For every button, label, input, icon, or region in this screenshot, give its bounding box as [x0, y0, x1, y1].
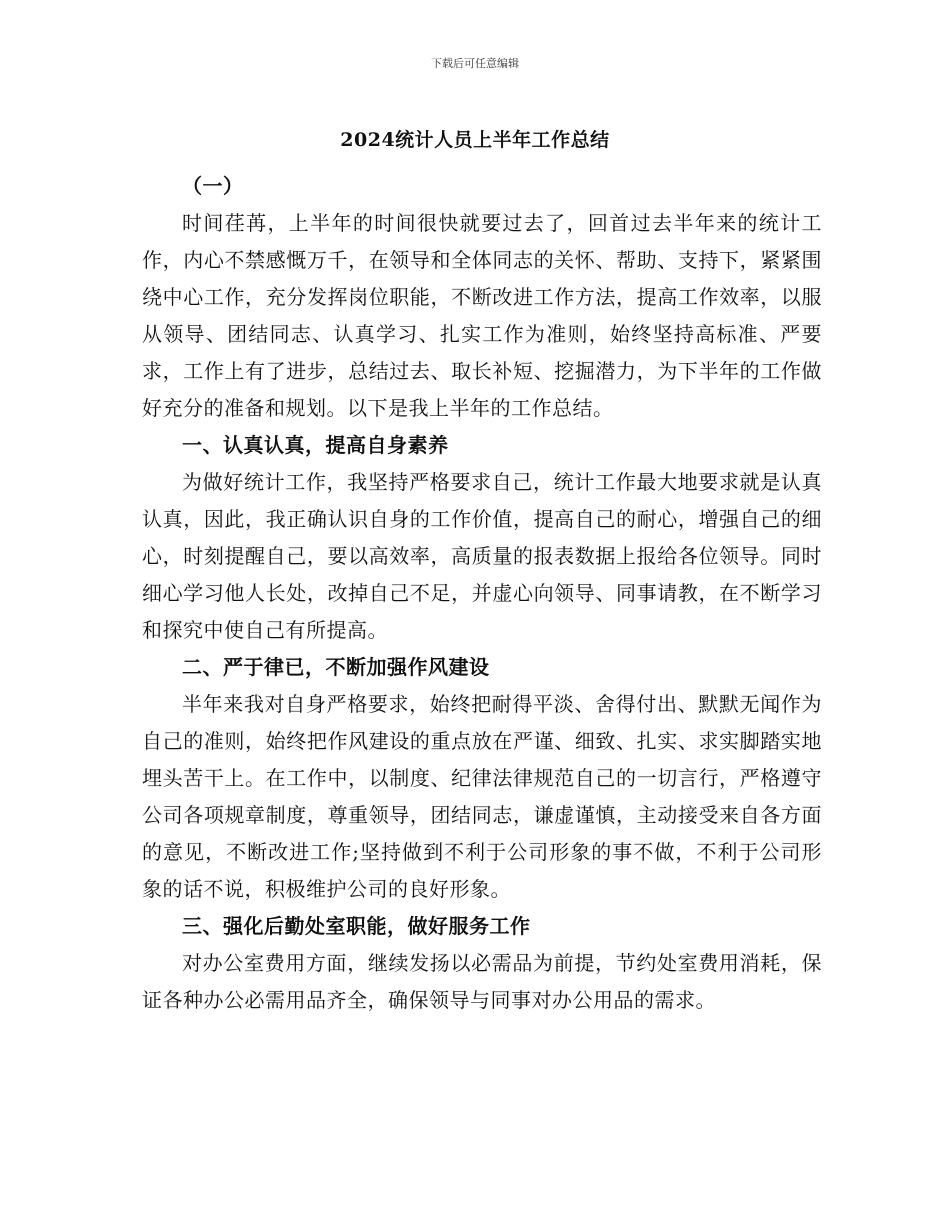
section-body-3: 对办公室费用方面，继续发扬以必需品为前提，节约处室费用消耗，保证各种办公必需用品齐全，确保领导与同事对办公用品的需求。 [142, 951, 822, 1012]
document-body [142, 168, 822, 1019]
section-heading-2: 二、严于律已，不断加强作风建设 [182, 655, 490, 679]
section-heading-3: 三、强化后勤处室职能，做好服务工作 [182, 914, 531, 938]
section-body-1: 为做好统计工作，我坚持严格要求自己，统计工作最大地要求就是认真认真，因此，我正确认识自身的工作价值，提高自己的耐心，增强自己的细心，时刻提醒自己，要以高效率，高质量的报表数据上报给各位领导。同时细心学习他人长处，改掉自己不足，并虚心向领导、同事请教，在不断学习和探究中使自己有所提高。 [142, 470, 822, 642]
document-title: 2024统计人员上半年工作总结 [340, 129, 610, 151]
section-heading-1: 一、认真认真，提高自身素养 [182, 433, 449, 457]
intro-paragraph: 时间荏苒，上半年的时间很快就要过去了，回首过去半年来的统计工作，内心不禁感慨万千，在领导和全体同志的关怀、帮助、支持下，紧紧围绕中心工作，充分发挥岗位职能，不断改进工作方法，提高工作效率，以服从领导、团结同志、认真学习、扎实工作为准则，始终坚持高标准、严要求，工作上有了进步，总结过去、取长补短、挖掘潜力，为下半年的工作做好充分的准备和规划。以下是我上半年的工作总结。 [142, 211, 822, 420]
document-subtitle: （一） [182, 174, 244, 198]
section-body-2: 半年来我对自身严格要求，始终把耐得平淡、舍得付出、默默无闻作为自己的准则，始终把作风建设的重点放在严谨、细致、扎实、求实脚踏实地埋头苦干上。在工作中，以制度、纪律法律规范自己的一切言行，严格遵守公司各项规章制度，尊重领导，团结同志，谦虚谨慎，主动接受来自各方面的意见，不断改进工作;坚持做到不利于公司形象的事不做，不利于公司形象的话不说，积极维护公司的良好形象。 [142, 692, 822, 901]
header-note: 下载后可任意编辑 [431, 57, 519, 70]
